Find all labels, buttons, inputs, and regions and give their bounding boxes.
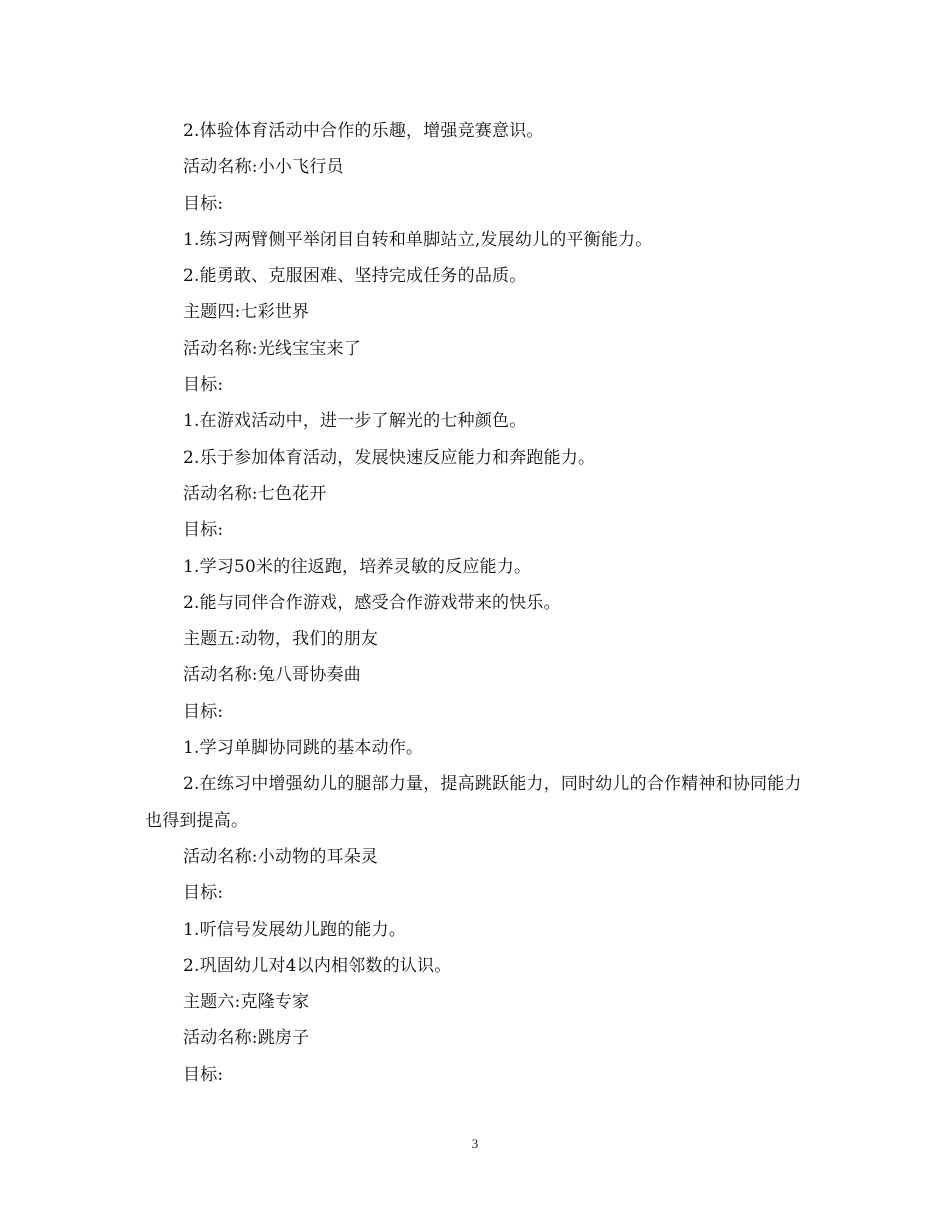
- goal-item: 1.练习两臂侧平举闭目自转和单脚站立,发展幼儿的平衡能力。: [183, 229, 653, 250]
- goal-item: 1.在游戏活动中，进一步了解光的七种颜色。: [183, 411, 527, 432]
- activity-name: 活动名称:小小飞行员: [183, 157, 344, 178]
- goal-item: 2.在练习中增强幼儿的腿部力量，提高跳跃能力，同时幼儿的合作精神和协同能力也得到提高。: [145, 774, 802, 831]
- goal-heading: 目标:: [183, 1064, 224, 1085]
- theme-heading: 主题五:动物，我们的朋友: [183, 629, 379, 650]
- goal-item: 2.巩固幼儿对4以内相邻数的认识。: [183, 955, 452, 976]
- goal-item: 2.乐于参加体育活动，发展快速反应能力和奔跑能力。: [183, 447, 596, 468]
- goal-item: 1.听信号发展幼儿跑的能力。: [183, 919, 407, 940]
- theme-heading: 主题四:七彩世界: [183, 302, 310, 323]
- theme-heading: 主题六:克隆专家: [183, 992, 310, 1013]
- activity-name: 活动名称:兔八哥协奏曲: [183, 665, 361, 686]
- goal-heading: 目标:: [183, 520, 224, 541]
- page-body: [145, 113, 810, 1093]
- activity-name: 活动名称:光线宝宝来了: [183, 338, 361, 359]
- goal-heading: 目标:: [183, 883, 224, 904]
- goal-heading: 目标:: [183, 375, 224, 396]
- goal-item: 2.能勇敢、克服困难、坚持完成任务的品质。: [183, 266, 527, 287]
- goal-heading: 目标:: [183, 701, 224, 722]
- goal-item: 1.学习单脚协同跳的基本动作。: [183, 738, 424, 759]
- goal-item: 2.能与同伴合作游戏，感受合作游戏带来的快乐。: [183, 592, 561, 613]
- goal-heading: 目标:: [183, 193, 224, 214]
- paragraph: 2.体验体育活动中合作的乐趣，增强竞赛意识。: [183, 121, 544, 141]
- goal-item: 1.学习50米的往返跑，培养灵敏的反应能力。: [183, 556, 532, 577]
- page-number: 3: [471, 1136, 479, 1151]
- activity-name: 活动名称:小动物的耳朵灵: [183, 846, 379, 867]
- activity-name: 活动名称:七色花开: [183, 483, 327, 504]
- activity-name: 活动名称:跳房子: [183, 1028, 310, 1049]
